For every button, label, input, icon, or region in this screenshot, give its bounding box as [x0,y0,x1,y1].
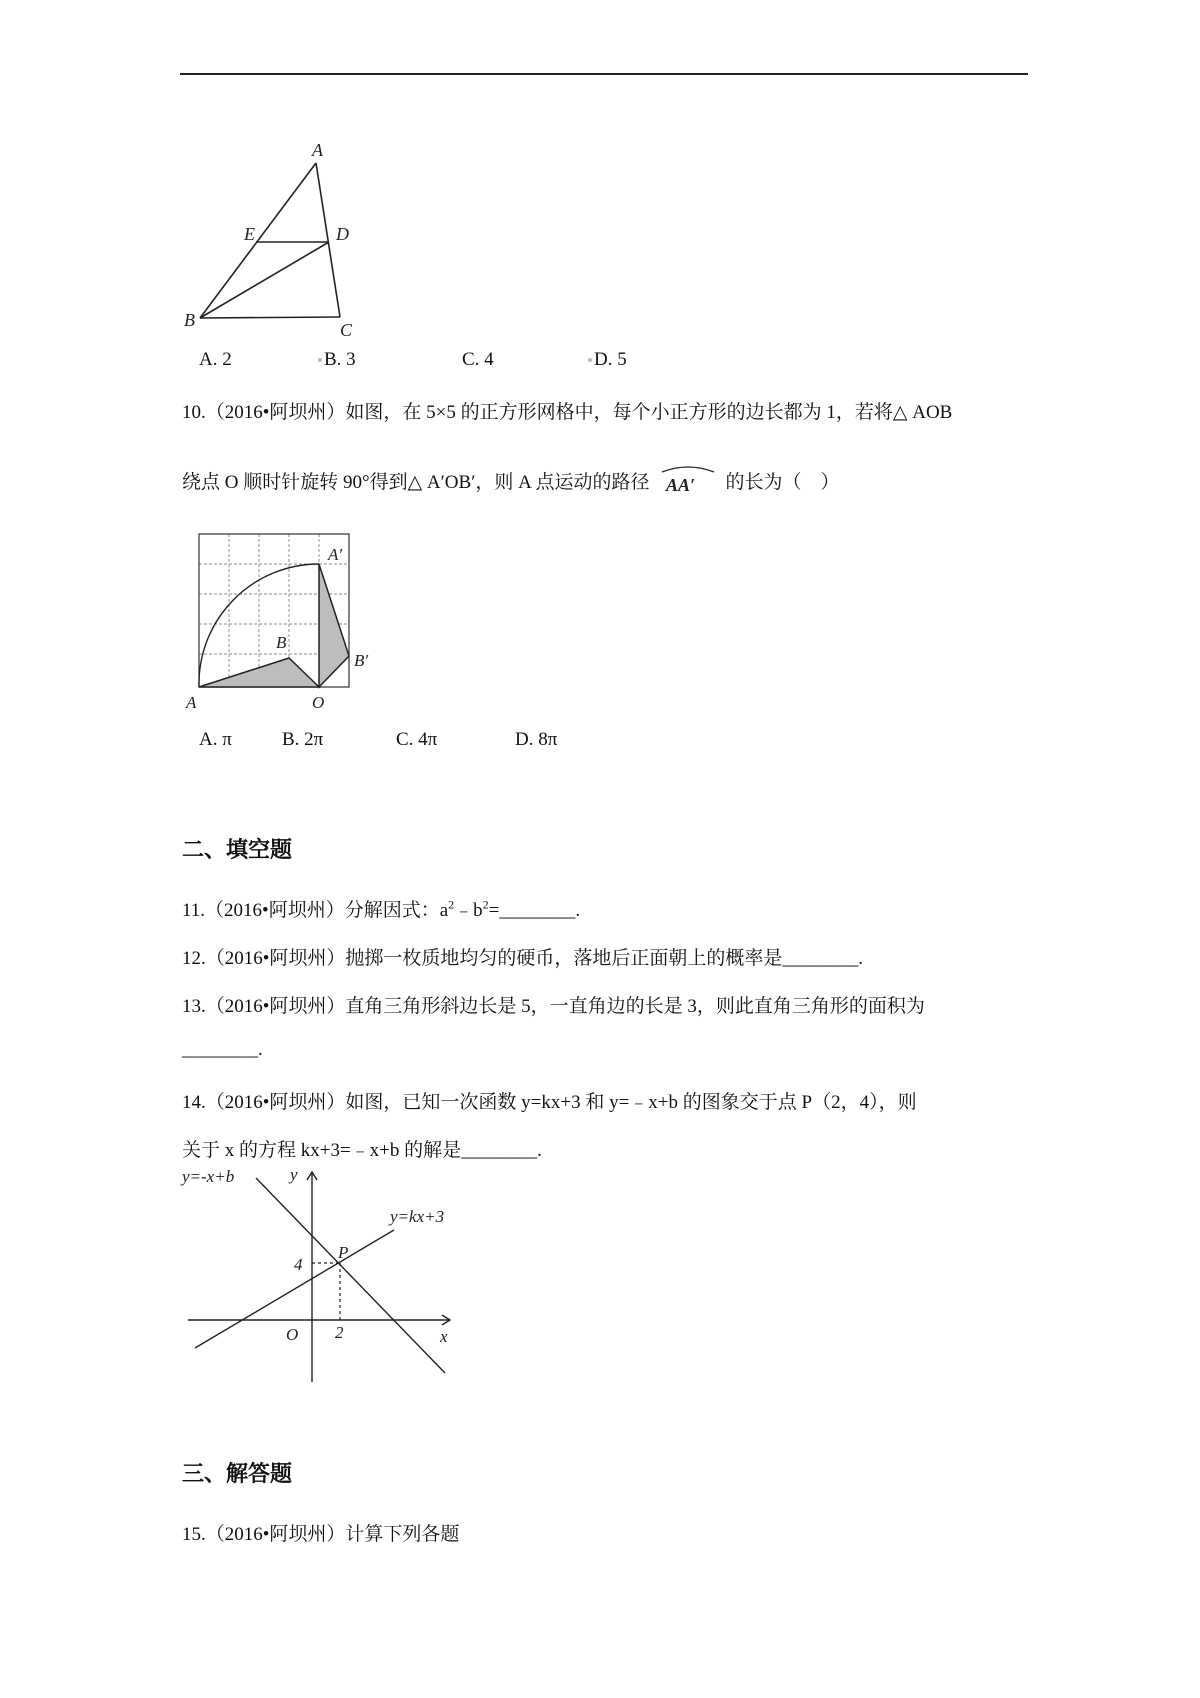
q11-mid: ﹣b [454,900,483,921]
label-b: B [276,633,287,652]
q11-prefix: 11.（2016•阿坝州）分解因式：a [182,900,449,921]
label-c: C [340,320,353,340]
label-e: E [244,224,255,244]
q9-option-b: B. 3 [324,349,356,370]
label-a: A [186,693,197,710]
label-p: P [338,1243,349,1262]
section-fill-in-blank-title: 二、填空题 [182,838,293,863]
q11-sup2: 2 [482,897,489,912]
q10-line1: 10.（2016•阿坝州）如图，在 5×5 的正方形网格中，每个小正方形的边长都为 1，若将△ AOB [182,402,953,423]
q13-line1: 13.（2016•阿坝州）直角三角形斜边长是 5，一直角边的长是 3，则此直角三角形的面积为 [182,996,925,1017]
q15-text: 15.（2016•阿坝州）计算下列各题 [182,1524,460,1545]
label-b-prime: B′ [354,651,369,670]
label-line-y-kx-3: y=kx+3 [390,1207,445,1226]
q10-option-a: A. π [199,729,232,750]
label-origin: O [286,1325,299,1344]
section-answer-title: 三、解答题 [182,1462,293,1487]
q10-option-b: B. 2π [282,729,324,750]
label-a: A [312,140,323,160]
mark-dot [588,358,592,362]
q13-line2: ________. [182,1039,263,1060]
q9-option-c: C. 4 [462,349,494,370]
q12-text: 12.（2016•阿坝州）抛掷一枚质地均匀的硬币，落地后正面朝上的概率是________. [182,948,864,969]
arc-label: AA′ [665,475,695,494]
q10-option-c: C. 4π [396,729,438,750]
label-o: O [312,693,325,710]
arc-symbol [658,468,718,494]
label-four: 4 [294,1255,303,1274]
label-d: D [336,224,349,244]
q11-text [182,895,580,922]
q10-line2 [182,467,840,494]
q10-line2-b: 的长为（ ） [725,472,840,493]
q9-option-a: A. 2 [199,349,232,370]
label-line-y-neg-x-b: y=-x+b [182,1167,235,1186]
function-graph-figure [178,1160,468,1390]
label-two: 2 [335,1323,344,1342]
triangle-figure [178,140,398,340]
q10-option-d: D. 8π [515,729,558,750]
q9-option-d: D. 5 [594,349,627,370]
q11-suffix: =________. [488,900,581,921]
rotation-grid-figure [178,530,378,710]
q14-line2: 关于 x 的方程 kx+3=﹣x+b 的解是________. [182,1140,542,1161]
label-b: B [184,310,195,330]
q11-sup1: 2 [448,897,455,912]
mark-dot [318,358,322,362]
header-rule [180,73,1028,75]
label-y-axis: y [290,1165,298,1184]
label-a-prime: A′ [328,545,343,564]
label-x-axis: x [440,1327,448,1346]
q10-line2-a: 绕点 O 顺时针旋转 90°得到△ A′OB′，则 A 点运动的路径 [182,472,650,493]
q14-line1: 14.（2016•阿坝州）如图，已知一次函数 y=kx+3 和 y=﹣x+b 的图象交于点 P（2，4），则 [182,1092,917,1113]
